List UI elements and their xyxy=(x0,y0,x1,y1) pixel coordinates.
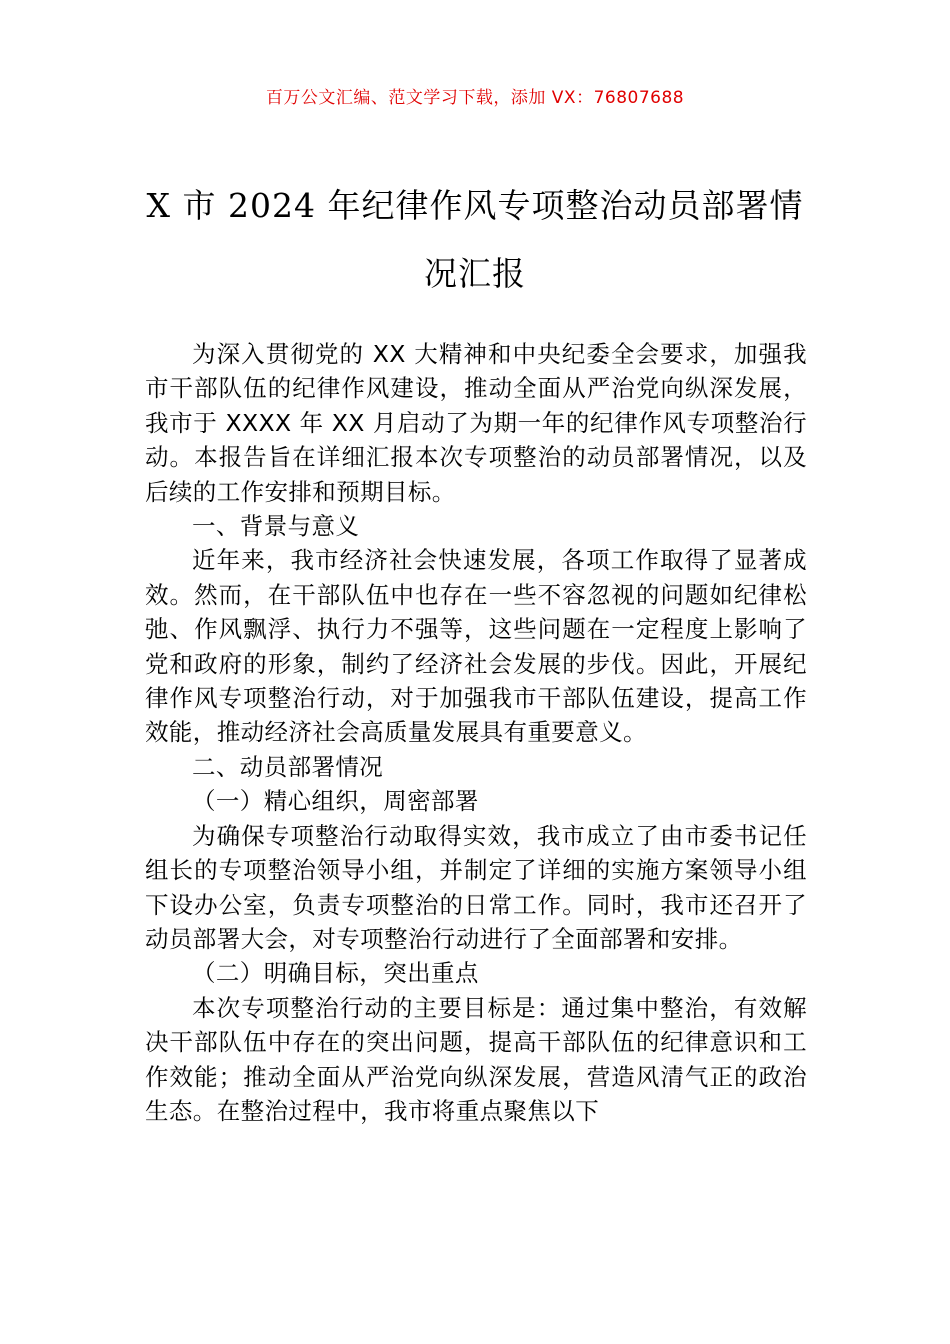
header-banner: 百万公文汇编、范文学习下载，添加 VX：76807688 xyxy=(265,88,685,108)
paragraph-organization: 为确保专项整治行动取得实效，我市成立了由市委书记任组长的专项整治领导小组，并制定了详细的实施方案领导小组下设办公室，负责专项整治的日常工作。同时，我市还召开了动员部署大会，对专项整治行动进行了全面部署和安排。 xyxy=(145,821,807,953)
section-heading-background: 一、背景与意义 xyxy=(192,512,360,541)
subsection-heading-goals: （二）明确目标，突出重点 xyxy=(192,959,479,988)
paragraph-background: 近年来，我市经济社会快速发展，各项工作取得了显著成效。然而，在干部队伍中也存在一些不容忽视的问题如纪律松弛、作风飘浮、执行力不强等，这些问题在一定程度上影响了党和政府的形象，制约了经济社会发展的步伐。因此，开展纪律作风专项整治行动，对于加强我市干部队伍建设，提高工作效能，推动经济社会高质量发展具有重要意义。 xyxy=(145,546,807,747)
document-body xyxy=(145,337,807,1128)
subsection-heading-organization: （一）精心组织，周密部署 xyxy=(192,787,479,816)
section-heading-deployment: 二、动员部署情况 xyxy=(192,752,384,781)
page-title: X 市 2024 年纪律作风专项整治动员部署情况汇报 xyxy=(146,186,804,294)
paragraph-intro: 为深入贯彻党的 XX 大精神和中央纪委全会要求，加强我市干部队伍的纪律作风建设，推动全面从严治党向纵深发展，我市于 XXXX 年 XX 月启动了为期一年的纪律作风专项整治行动。本报告旨在详细汇报本次专项整治的动员部署情况，以及后续的工作安排和预期目标。 xyxy=(145,340,807,506)
paragraph-goals: 本次专项整治行动的主要目标是：通过集中整治，有效解决干部队伍中存在的突出问题，提高干部队伍的纪律意识和工作效能；推动全面从严治党向纵深发展，营造风清气正的政治生态。在整治过程中，我市将重点聚焦以下 xyxy=(145,993,807,1125)
